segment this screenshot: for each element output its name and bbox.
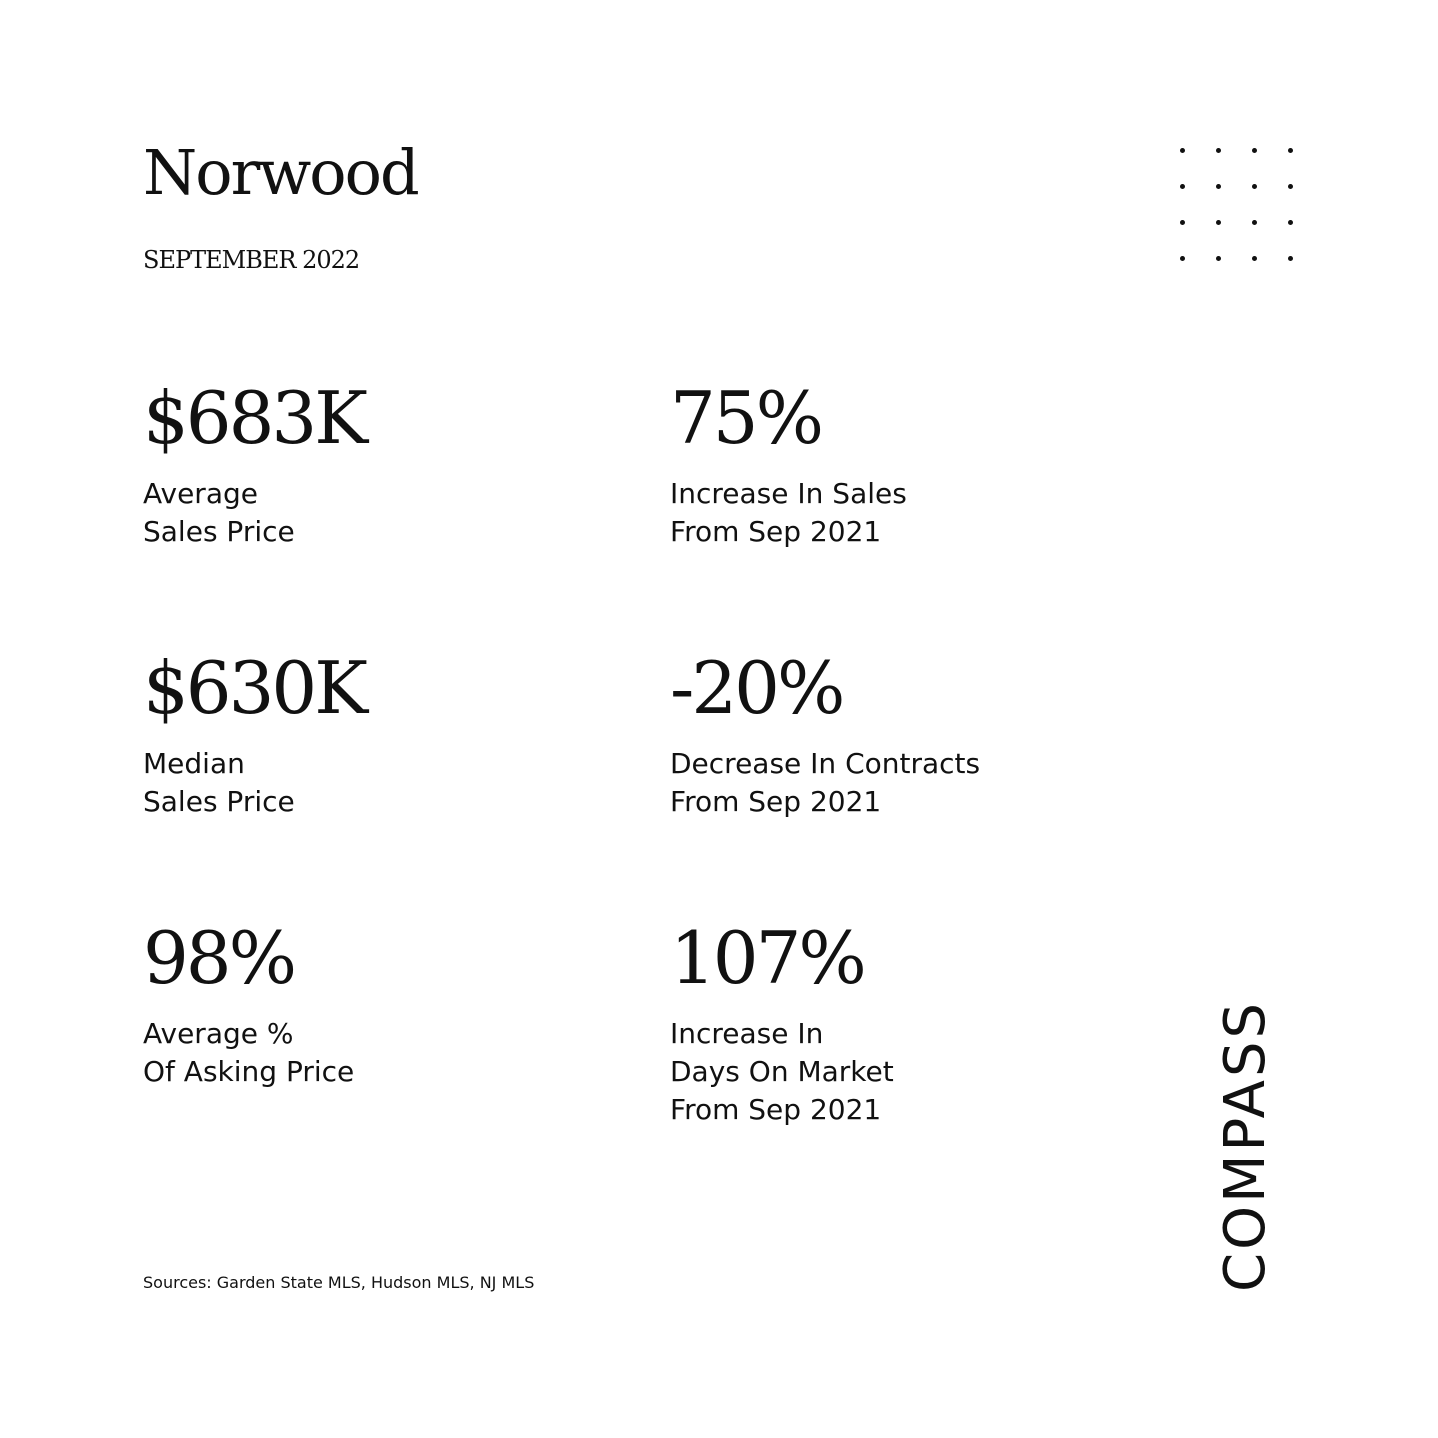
stat-label-line: From Sep 2021 — [670, 1093, 882, 1126]
dot — [1288, 256, 1293, 261]
stat-label-line: Increase In Sales — [670, 477, 907, 510]
dot — [1216, 220, 1221, 225]
stat-increase-in-days-on-market — [670, 916, 894, 1129]
dot — [1180, 220, 1185, 225]
stat-value: 107% — [670, 916, 864, 1000]
compass-logo: COMPASS — [1213, 999, 1278, 1292]
stat-label-line: Average — [143, 477, 258, 510]
page-title: Norwood — [143, 136, 418, 209]
stat-value: 98% — [143, 916, 295, 1000]
stat-label-line: Sales Price — [143, 515, 295, 548]
stat-label-line: Days On Market — [670, 1055, 894, 1088]
stat-label-line: Median — [143, 747, 245, 780]
stat-label — [670, 475, 907, 551]
dot — [1216, 148, 1221, 153]
dot — [1288, 148, 1293, 153]
stat-value: -20% — [670, 646, 843, 730]
dot-grid-decoration — [1172, 141, 1302, 271]
stat-increase-in-sales — [670, 376, 907, 551]
stat-label — [143, 1015, 354, 1091]
dot — [1216, 256, 1221, 261]
dot — [1180, 148, 1185, 153]
stat-label — [670, 745, 980, 821]
dot — [1180, 256, 1185, 261]
dot — [1288, 220, 1293, 225]
report-date: SEPTEMBER 2022 — [143, 246, 360, 274]
stat-label-line: From Sep 2021 — [670, 785, 882, 818]
sources-footnote: Sources: Garden State MLS, Hudson MLS, NJ MLS — [143, 1273, 535, 1292]
dot — [1252, 184, 1257, 189]
stat-median-sales-price — [143, 646, 366, 821]
stat-label — [143, 745, 365, 821]
stat-decrease-in-contracts — [670, 646, 981, 821]
stat-value: 75% — [670, 376, 822, 460]
stat-value: $683K — [143, 376, 366, 460]
dot — [1216, 184, 1221, 189]
dot — [1180, 184, 1185, 189]
stat-label-line: Of Asking Price — [143, 1055, 355, 1088]
dot — [1252, 220, 1257, 225]
stat-average-percent-of-asking — [143, 916, 355, 1091]
stat-label — [143, 475, 365, 551]
stat-label-line: Sales Price — [143, 785, 295, 818]
dot — [1288, 184, 1293, 189]
stat-label-line: From Sep 2021 — [670, 515, 882, 548]
stat-label-line: Increase In — [670, 1017, 824, 1050]
stat-label — [670, 1015, 894, 1129]
stat-value: $630K — [143, 646, 366, 730]
dot — [1252, 256, 1257, 261]
stat-average-sales-price — [143, 376, 366, 551]
stat-label-line: Average % — [143, 1017, 294, 1050]
dot — [1252, 148, 1257, 153]
stat-label-line: Decrease In Contracts — [670, 747, 981, 780]
